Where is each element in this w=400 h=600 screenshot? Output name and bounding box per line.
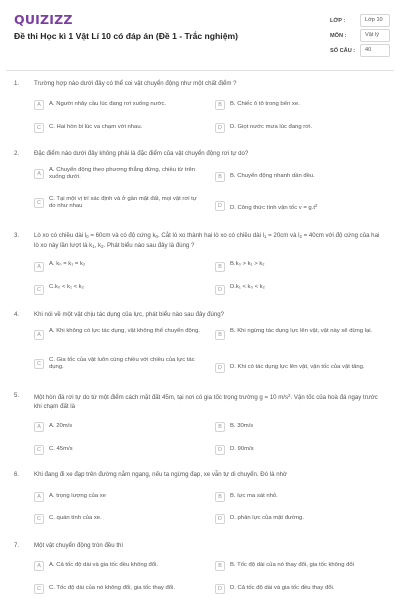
option-text [230,202,385,212]
option-text: D. Khi có tác dụng lực lên vật, vận tốc của vật tăng. [230,364,365,370]
option-text: A. 20m/s [49,423,73,429]
text-part: = 60cm và có độ cứng k [88,232,156,239]
option-letter-box: D [215,201,225,211]
option-letter-box: C [34,514,44,524]
option-letter-box: D [215,514,225,524]
text-part: . Phát biểu nào sau đây là đúng ? [103,241,195,249]
option-letter-box: A [34,422,44,432]
meta-class [330,14,390,29]
meta-subject-label: MÔN : [330,33,347,39]
option-letter-box: A [34,561,44,571]
question-text [34,392,384,411]
text-part: . Cắt lò xo thành hai lò xo có chiều dài l [158,232,265,239]
option-text: C. 45m/s [49,446,73,452]
question-text [34,232,384,251]
option-letter-box: B [215,561,225,571]
text-part: Lò xo có chiều dài l [34,232,87,239]
option-text: B. 30m/s [230,423,254,429]
option-letter-box: B [215,330,225,340]
subscript: 0 [155,234,158,239]
option-text: B. Khi ngừng tác dụng lực lên vật, vật này sẽ dừng lại. [230,328,373,334]
option-letter-box: D [215,363,225,373]
question-number: 5. [14,392,20,399]
question-number: 4. [14,311,20,318]
option-text: C. Gia tốc của vật luôn cùng chiều với chiều của lực tác dụng. [49,357,195,371]
question-text: Một vật chuyển động tròn đều thì [34,542,124,549]
question-number: 1. [14,80,20,87]
option-letter-box: D [215,285,225,295]
option-text: D. phản lực của mặt đường. [230,515,304,521]
question-text: Khi nói về một vật chịu tác dụng của lực, phát biểu nào sau đây đúng? [34,311,225,318]
option-letter-box: A [34,169,44,179]
meta-subject [330,29,390,44]
option-letter-box: C [34,285,44,295]
meta-class-label: LỚP : [330,18,346,24]
meta-question-count [330,44,390,59]
meta-subject-value: Vật lý [360,29,390,42]
option-text: D.k₁ < k₀ < k₂ [230,284,265,290]
text-part: , k [94,241,102,249]
option-letter-box: D [215,445,225,455]
option-text: C. quán tính của xe. [49,515,102,521]
option-letter-box: A [34,100,44,110]
option-letter-box: D [215,123,225,133]
option-text: B. Tốc độ dài của nó thay đổi, gia tốc không đổi [230,562,355,568]
option-text: A. Người nhảy cầu lúc đang rơi xuống nước. [49,101,167,107]
question-number: 3. [14,232,20,239]
option-text: A. Khi không có lực tác dụng, vật không thể chuyển động. [49,328,200,334]
option-text: B.k₀ > k₁ > k₂ [230,261,265,267]
option-text: D. Cả tốc độ dài và gia tốc đều thay đổi. [230,585,335,591]
subscript: 0 [86,234,89,239]
subscript: 1 [92,243,95,249]
subscript: 1 [264,234,267,239]
question-number: 6. [14,471,20,478]
option-text: C. Tại một vị trí xác định và ở gần mặt đất, mọi vật rơi tự do như nhau [49,196,197,210]
option-text: A. Chuyển động theo phương thẳng đứng, chiều từ trên xuống dưới. [49,167,196,181]
question-number: 7. [14,542,20,549]
option-text: A. trọng lượng của xe [49,493,106,499]
question-text: Trường hợp nào dưới đây có thể coi vật chuyển động như một chất điểm ? [34,80,237,87]
option-letter-box: B [215,172,225,182]
option-text: A. Cả tốc độ dài và gia tốc đều không đổi. [49,562,159,568]
text-part: = 40cm với độ cứng của hai lò xo này lần lượt là k [34,232,380,249]
option-letter-box: A [34,262,44,272]
option-letter-box: B [215,262,225,272]
header-divider [6,70,394,71]
text-part: Một hòn đá rơi tự do từ một điểm cách mặt đất 45m, tại nơi có gia tốc trọng trường g = 10 m/s [34,394,289,401]
meta-count-value: 40 [360,44,390,57]
option-letter-box: C [34,584,44,594]
quizizz-logo: QUIZIZZ [14,12,73,27]
option-letter-box: C [34,359,44,369]
option-letter-box: C [34,123,44,133]
option-text: C.k₀ < k₁ < k₂ [49,284,84,290]
option-text: D. Giọt nước mưa lúc đang rơi. [230,124,313,130]
question-number: 2. [14,150,20,157]
option-letter-box: A [34,492,44,502]
text-part: . Vận tốc của hoà đá ngay trước khi chạm đất là [34,394,378,410]
text-part: = 20cm và l [266,232,300,239]
question-text: Đặc điểm nào dưới đây không phải là đặc điểm của vật chuyển động rơi tự do? [34,150,249,157]
option-text: A. k₀ = k₁ = k₂ [49,261,86,267]
meta-class-value: Lớp 10 [360,14,390,27]
option-letter-box: B [215,100,225,110]
subscript: 2 [299,234,302,239]
option-letter-box: C [34,198,44,208]
option-letter-box: B [215,422,225,432]
option-text: C. Hai hòn bi lúc va chạm với nhau. [49,124,143,130]
option-text: B. Chiếc ô tô trong bến xe. [230,101,300,107]
meta-count-label: SỐ CÂU : [330,48,356,54]
option-d-text: D. Công thức tính vận tốc v = g.t [230,205,315,211]
option-letter-box: D [215,584,225,594]
superscript: 2 [314,203,318,208]
subscript: 2 [101,243,104,249]
question-text: Khi đang đi xe đạp trên đường nằm ngang, nếu ta ngừng đạp, xe vẫn tự di chuyển. Đó là nhờ [34,471,287,478]
option-letter-box: A [34,330,44,340]
option-text: B. Chuyển động nhanh dần đều. [230,173,315,179]
option-letter-box: C [34,445,44,455]
page-header [0,0,400,66]
document-title: Đề thi Học kì 1 Vật Lí 10 có đáp án (Đề 1 - Trắc nghiệm) [14,31,238,41]
superscript: 2 [288,393,291,398]
option-letter-box: B [215,492,225,502]
option-text: B. lực ma sát nhỏ. [230,493,278,499]
option-text: C. Tốc độ dài của nó không đổi, gia tốc thay đổi. [49,585,175,591]
option-text: D. 90m/s [230,446,254,452]
